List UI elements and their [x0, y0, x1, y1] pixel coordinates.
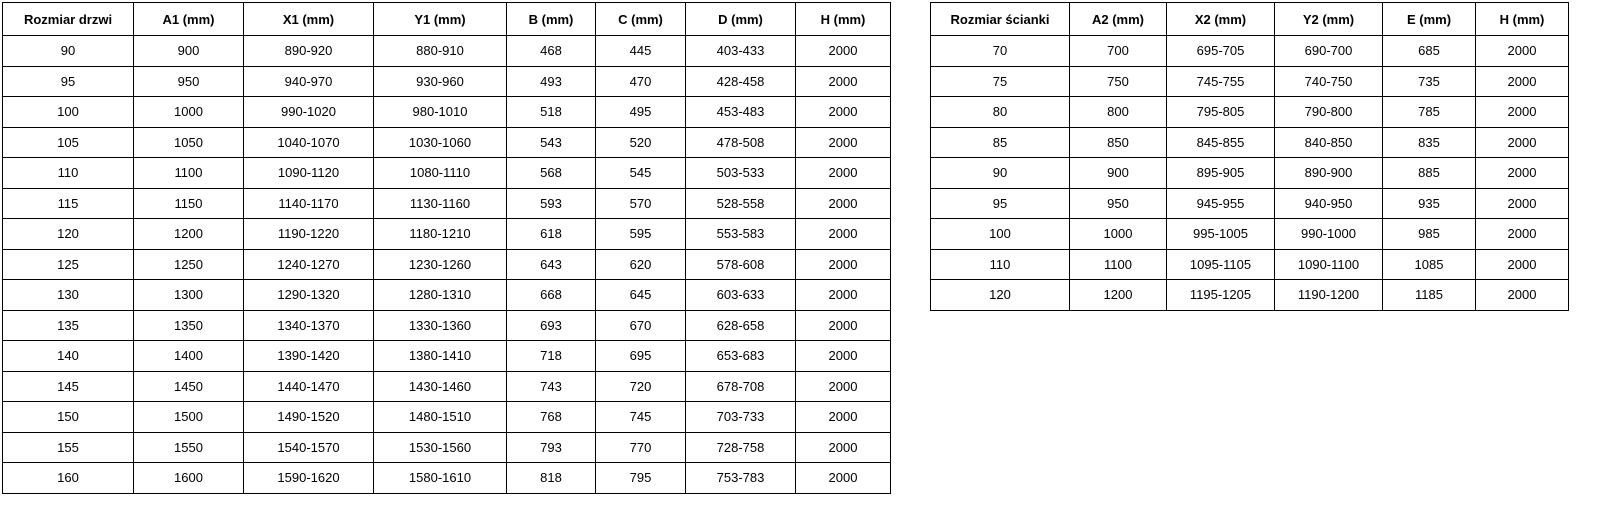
table-cell: 1380-1410 [374, 341, 507, 372]
table-body-door [3, 36, 891, 494]
table-cell: 90 [3, 36, 134, 67]
table-header-row-wall [931, 3, 1569, 36]
table-cell: 985 [1383, 219, 1476, 250]
table-cell: 493 [507, 66, 596, 97]
table-cell: 1190-1220 [244, 219, 374, 250]
table-cell: 1185 [1383, 280, 1476, 311]
table-cell: 495 [596, 97, 686, 128]
table-row [3, 188, 891, 219]
table-cell: 2000 [1476, 219, 1569, 250]
table-cell: 90 [931, 158, 1070, 189]
table-cell: 785 [1383, 97, 1476, 128]
table-cell: 2000 [796, 341, 891, 372]
table-cell: 595 [596, 219, 686, 250]
table-cell: 1000 [1070, 219, 1167, 250]
table-cell: 900 [1070, 158, 1167, 189]
table-cell: 1480-1510 [374, 402, 507, 433]
table-cell: 1140-1170 [244, 188, 374, 219]
table-cell: 1500 [134, 402, 244, 433]
table-cell: 1550 [134, 432, 244, 463]
table-cell: 690-700 [1275, 36, 1383, 67]
table-cell: 940-950 [1275, 188, 1383, 219]
table-cell: 2000 [796, 463, 891, 494]
table-cell: 890-920 [244, 36, 374, 67]
table-cell: 2000 [796, 127, 891, 158]
table-cell: 2000 [1476, 158, 1569, 189]
table-cell: 105 [3, 127, 134, 158]
table-row [3, 249, 891, 280]
table-cell: 2000 [796, 402, 891, 433]
table-cell: 693 [507, 310, 596, 341]
table-cell: 840-850 [1275, 127, 1383, 158]
table-cell: 885 [1383, 158, 1476, 189]
table-cell: 470 [596, 66, 686, 97]
table-cell: 1190-1200 [1275, 280, 1383, 311]
table-cell: 1600 [134, 463, 244, 494]
table-cell: 1040-1070 [244, 127, 374, 158]
table-cell: 1450 [134, 371, 244, 402]
table-cell: 745-755 [1167, 66, 1275, 97]
door-size-table [2, 2, 891, 494]
table-cell: 685 [1383, 36, 1476, 67]
table-cell: 1230-1260 [374, 249, 507, 280]
table-cell: 1090-1120 [244, 158, 374, 189]
table-cell: 2000 [1476, 280, 1569, 311]
table-cell: 845-855 [1167, 127, 1275, 158]
table-cell: 100 [931, 219, 1070, 250]
table-cell: 403-433 [686, 36, 796, 67]
table-header-row [3, 3, 891, 36]
table-row [3, 310, 891, 341]
table-row [3, 127, 891, 158]
table-row [931, 188, 1569, 219]
table-cell: 520 [596, 127, 686, 158]
table-cell: 2000 [796, 310, 891, 341]
table-cell: 95 [931, 188, 1070, 219]
table-cell: 1200 [1070, 280, 1167, 311]
table-cell: 2000 [796, 249, 891, 280]
column-header: H (mm) [1476, 3, 1569, 36]
table-cell: 2000 [1476, 97, 1569, 128]
table-cell: 818 [507, 463, 596, 494]
table-row [3, 280, 891, 311]
table-cell: 478-508 [686, 127, 796, 158]
table-cell: 1080-1110 [374, 158, 507, 189]
wall-size-table-container [930, 2, 1569, 311]
table-cell: 935 [1383, 188, 1476, 219]
table-cell: 670 [596, 310, 686, 341]
table-cell: 618 [507, 219, 596, 250]
table-row [3, 341, 891, 372]
table-row [931, 249, 1569, 280]
table-cell: 793 [507, 432, 596, 463]
table-cell: 945-955 [1167, 188, 1275, 219]
table-row [3, 432, 891, 463]
table-cell: 950 [1070, 188, 1167, 219]
table-cell: 518 [507, 97, 596, 128]
table-cell: 1350 [134, 310, 244, 341]
table-cell: 740-750 [1275, 66, 1383, 97]
table-cell: 995-1005 [1167, 219, 1275, 250]
column-header: X2 (mm) [1167, 3, 1275, 36]
table-cell: 160 [3, 463, 134, 494]
table-cell: 668 [507, 280, 596, 311]
table-cell: 768 [507, 402, 596, 433]
table-cell: 445 [596, 36, 686, 67]
table-cell: 900 [134, 36, 244, 67]
table-cell: 1390-1420 [244, 341, 374, 372]
table-cell: 1100 [134, 158, 244, 189]
table-cell: 1290-1320 [244, 280, 374, 311]
table-cell: 1050 [134, 127, 244, 158]
table-cell: 718 [507, 341, 596, 372]
table-cell: 1490-1520 [244, 402, 374, 433]
table-cell: 728-758 [686, 432, 796, 463]
table-cell: 1095-1105 [1167, 249, 1275, 280]
table-cell: 1590-1620 [244, 463, 374, 494]
table-cell: 720 [596, 371, 686, 402]
table-cell: 593 [507, 188, 596, 219]
table-cell: 140 [3, 341, 134, 372]
table-row [3, 158, 891, 189]
table-cell: 880-910 [374, 36, 507, 67]
table-row [3, 371, 891, 402]
table-cell: 695-705 [1167, 36, 1275, 67]
table-cell: 1580-1610 [374, 463, 507, 494]
table-cell: 578-608 [686, 249, 796, 280]
column-header: A1 (mm) [134, 3, 244, 36]
table-cell: 2000 [796, 66, 891, 97]
table-cell: 1400 [134, 341, 244, 372]
table-cell: 770 [596, 432, 686, 463]
table-cell: 150 [3, 402, 134, 433]
table-cell: 990-1020 [244, 97, 374, 128]
table-cell: 528-558 [686, 188, 796, 219]
table-cell: 543 [507, 127, 596, 158]
table-cell: 645 [596, 280, 686, 311]
table-cell: 2000 [1476, 36, 1569, 67]
table-row [931, 219, 1569, 250]
table-cell: 85 [931, 127, 1070, 158]
table-header-row [931, 3, 1569, 36]
table-cell: 2000 [796, 188, 891, 219]
table-cell: 703-733 [686, 402, 796, 433]
table-row [931, 97, 1569, 128]
table-cell: 1090-1100 [1275, 249, 1383, 280]
door-size-table-container [2, 2, 891, 494]
table-cell: 2000 [1476, 188, 1569, 219]
table-cell: 1240-1270 [244, 249, 374, 280]
table-row [3, 402, 891, 433]
table-cell: 2000 [796, 158, 891, 189]
table-cell: 553-583 [686, 219, 796, 250]
table-cell: 1130-1160 [374, 188, 507, 219]
table-cell: 453-483 [686, 97, 796, 128]
table-cell: 795-805 [1167, 97, 1275, 128]
table-cell: 1280-1310 [374, 280, 507, 311]
table-cell: 1330-1360 [374, 310, 507, 341]
table-row [931, 36, 1569, 67]
table-row [3, 219, 891, 250]
column-header: H (mm) [796, 3, 891, 36]
table-cell: 950 [134, 66, 244, 97]
table-cell: 2000 [1476, 66, 1569, 97]
table-row [931, 158, 1569, 189]
table-cell: 428-458 [686, 66, 796, 97]
table-cell: 745 [596, 402, 686, 433]
table-cell: 835 [1383, 127, 1476, 158]
table-row [3, 97, 891, 128]
table-cell: 120 [3, 219, 134, 250]
column-header: B (mm) [507, 3, 596, 36]
table-cell: 568 [507, 158, 596, 189]
table-cell: 110 [931, 249, 1070, 280]
table-cell: 2000 [1476, 249, 1569, 280]
table-cell: 545 [596, 158, 686, 189]
table-cell: 643 [507, 249, 596, 280]
table-cell: 1030-1060 [374, 127, 507, 158]
table-cell: 1200 [134, 219, 244, 250]
table-cell: 753-783 [686, 463, 796, 494]
column-header: Y1 (mm) [374, 3, 507, 36]
table-cell: 2000 [796, 371, 891, 402]
table-cell: 990-1000 [1275, 219, 1383, 250]
table-cell: 790-800 [1275, 97, 1383, 128]
table-cell: 700 [1070, 36, 1167, 67]
column-header: Rozmiar ścianki [931, 3, 1070, 36]
table-cell: 125 [3, 249, 134, 280]
table-cell: 1180-1210 [374, 219, 507, 250]
column-header: D (mm) [686, 3, 796, 36]
table-cell: 735 [1383, 66, 1476, 97]
table-cell: 570 [596, 188, 686, 219]
table-cell: 980-1010 [374, 97, 507, 128]
table-cell: 100 [3, 97, 134, 128]
table-cell: 1340-1370 [244, 310, 374, 341]
table-cell: 2000 [796, 219, 891, 250]
table-cell: 2000 [796, 280, 891, 311]
table-cell: 628-658 [686, 310, 796, 341]
table-cell: 750 [1070, 66, 1167, 97]
table-cell: 1085 [1383, 249, 1476, 280]
table-cell: 850 [1070, 127, 1167, 158]
table-cell: 603-633 [686, 280, 796, 311]
table-cell: 620 [596, 249, 686, 280]
column-header: E (mm) [1383, 3, 1476, 36]
table-cell: 110 [3, 158, 134, 189]
table-cell: 130 [3, 280, 134, 311]
table-row [3, 36, 891, 67]
table-cell: 653-683 [686, 341, 796, 372]
table-row [3, 66, 891, 97]
column-header: C (mm) [596, 3, 686, 36]
table-cell: 2000 [1476, 127, 1569, 158]
table-cell: 2000 [796, 432, 891, 463]
table-cell: 1195-1205 [1167, 280, 1275, 311]
table-cell: 1150 [134, 188, 244, 219]
table-row [931, 280, 1569, 311]
table-cell: 135 [3, 310, 134, 341]
table-cell: 468 [507, 36, 596, 67]
table-cell: 800 [1070, 97, 1167, 128]
table-cell: 1000 [134, 97, 244, 128]
table-cell: 695 [596, 341, 686, 372]
table-cell: 70 [931, 36, 1070, 67]
table-cell: 930-960 [374, 66, 507, 97]
table-body-wall [931, 36, 1569, 311]
table-cell: 890-900 [1275, 158, 1383, 189]
column-header: Y2 (mm) [1275, 3, 1383, 36]
column-header: A2 (mm) [1070, 3, 1167, 36]
table-row [3, 463, 891, 494]
table-cell: 1430-1460 [374, 371, 507, 402]
table-cell: 678-708 [686, 371, 796, 402]
wall-size-table [930, 2, 1569, 311]
table-cell: 80 [931, 97, 1070, 128]
table-cell: 1300 [134, 280, 244, 311]
table-row [931, 127, 1569, 158]
table-cell: 1250 [134, 249, 244, 280]
table-cell: 115 [3, 188, 134, 219]
table-cell: 795 [596, 463, 686, 494]
table-cell: 155 [3, 432, 134, 463]
column-header: Rozmiar drzwi [3, 3, 134, 36]
table-cell: 120 [931, 280, 1070, 311]
table-cell: 95 [3, 66, 134, 97]
table-cell: 743 [507, 371, 596, 402]
table-header-row-door [3, 3, 891, 36]
table-cell: 145 [3, 371, 134, 402]
table-row [931, 66, 1569, 97]
table-cell: 1100 [1070, 249, 1167, 280]
table-cell: 2000 [796, 36, 891, 67]
table-cell: 1440-1470 [244, 371, 374, 402]
table-cell: 1530-1560 [374, 432, 507, 463]
table-cell: 940-970 [244, 66, 374, 97]
table-cell: 1540-1570 [244, 432, 374, 463]
table-cell: 895-905 [1167, 158, 1275, 189]
table-cell: 503-533 [686, 158, 796, 189]
table-cell: 2000 [796, 97, 891, 128]
table-cell: 75 [931, 66, 1070, 97]
column-header: X1 (mm) [244, 3, 374, 36]
